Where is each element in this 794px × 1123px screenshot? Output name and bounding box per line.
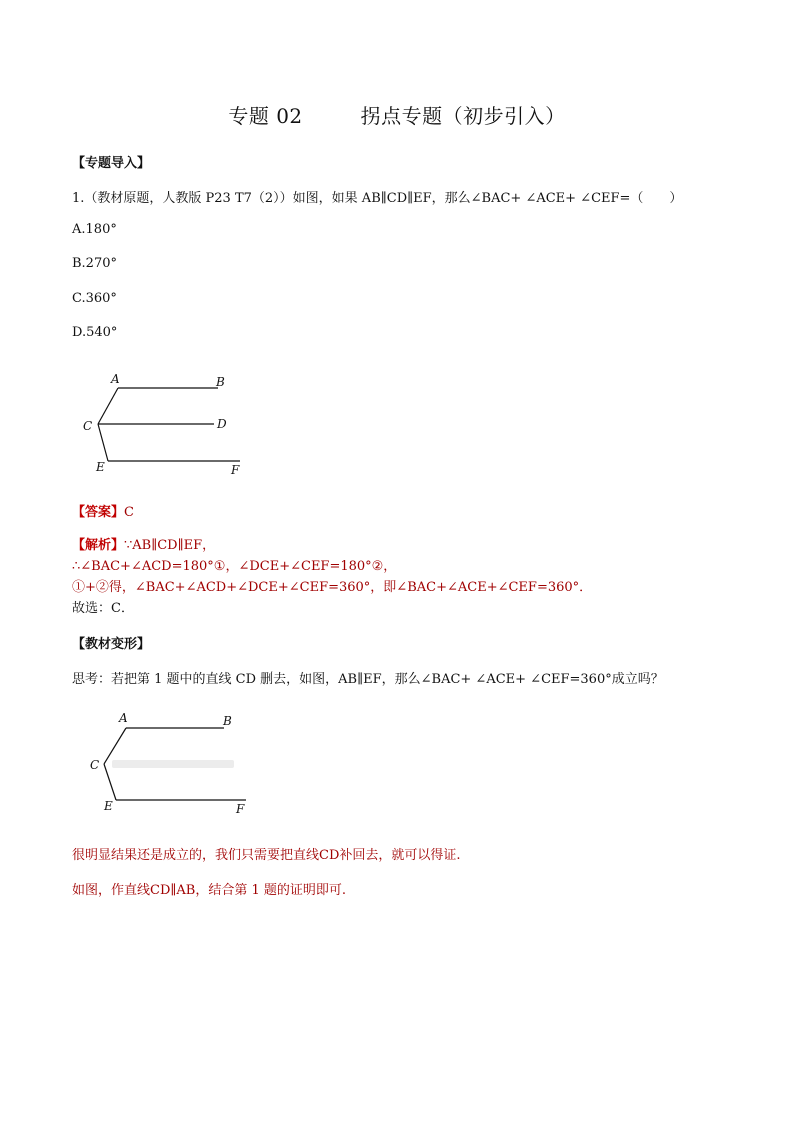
analysis-line-2: ∴∠BAC+∠ACD=180°①，∠DCE+∠CEF=180°②，	[72, 559, 397, 574]
option-b: B.270°	[72, 256, 117, 271]
analysis-line-4: 故选：C．	[72, 601, 134, 616]
label-a-2: A	[119, 711, 128, 725]
conclusion-line-2: 如图，作直线CD∥AB，结合第 1 题的证明即可.	[72, 883, 346, 898]
label-c-2: C	[90, 758, 100, 772]
erased-line-cd	[112, 760, 234, 768]
label-a: A	[111, 372, 120, 386]
analysis-text-1: ∵AB∥CD∥EF，	[124, 538, 216, 553]
label-e: E	[96, 460, 105, 474]
label-b-2: B	[223, 714, 232, 728]
question-text: 1.（教材原题，人教版 P23 T7（2））如图，如果 AB∥CD∥EF，那么∠BAC+ ∠ACE+ ∠CEF=（ ）	[72, 191, 683, 206]
label-f-2: F	[236, 802, 245, 816]
answer-value: C	[124, 505, 134, 520]
segment-ac-2	[104, 728, 126, 764]
option-d: D.540°	[72, 325, 118, 340]
label-d: D	[217, 417, 227, 431]
title-topic-name: 拐点专题（初步引入）	[360, 104, 566, 128]
think-question: 思考：若把第 1 题中的直线 CD 删去，如图，AB∥EF，那么∠BAC+ ∠ACE+ ∠CEF=360°成立吗？	[72, 672, 664, 687]
analysis-line-3: ①+②得，∠BAC+∠ACD+∠DCE+∠CEF=360°，即∠BAC+∠ACE+∠CEF=360°．	[72, 580, 593, 595]
label-c: C	[83, 419, 93, 433]
segment-ce-2	[104, 764, 116, 800]
label-b: B	[216, 375, 225, 389]
answer-label: 【答案】	[72, 505, 125, 520]
analysis-label: 【解析】	[72, 538, 125, 553]
option-a: A.180°	[72, 222, 117, 237]
intro-heading: 【专题导入】	[72, 156, 151, 171]
label-e-2: E	[104, 799, 113, 813]
variant-heading: 【教材变形】	[72, 637, 151, 652]
option-c: C.360°	[72, 291, 117, 306]
label-f: F	[231, 463, 240, 477]
conclusion-line-1: 很明显结果还是成立的，我们只需要把直线CD补回去，就可以得证.	[72, 848, 461, 863]
title-topic-number: 专题 02	[228, 104, 303, 128]
